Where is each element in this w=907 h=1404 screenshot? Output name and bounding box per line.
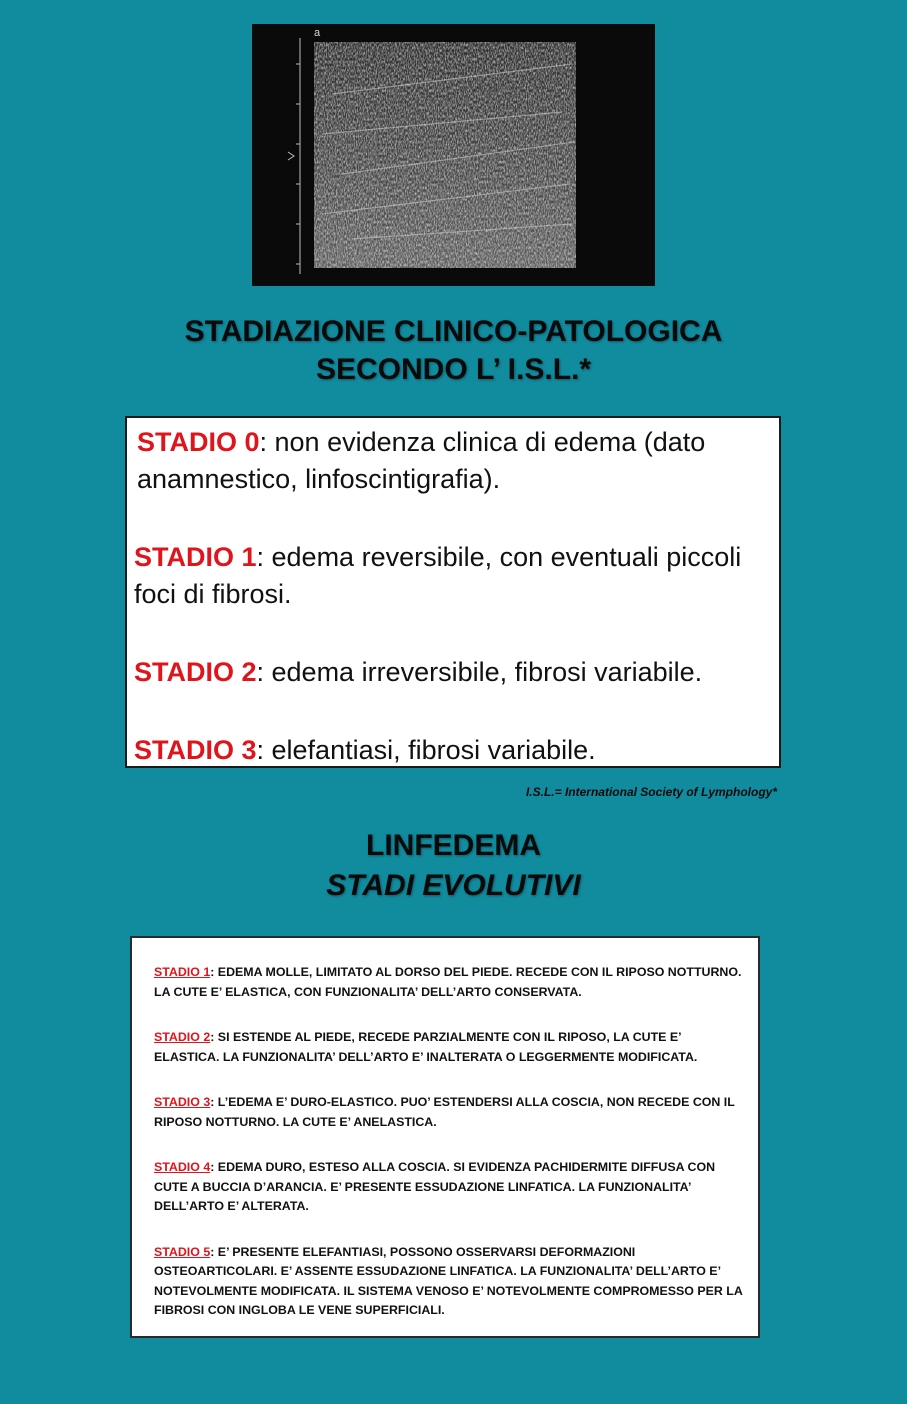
isl-stage-label: STADIO 2 bbox=[134, 657, 257, 687]
evolution-stage-label: STADIO 4 bbox=[154, 1160, 211, 1174]
evolution-stages-box bbox=[130, 936, 760, 1338]
isl-stage-label: STADIO 3 bbox=[134, 735, 257, 765]
evolution-stage-3 bbox=[154, 1093, 744, 1132]
isl-stage-text: : edema reversibile, con eventuali piccoli foci di fibrosi. bbox=[134, 542, 742, 609]
evolution-stage-text: : E’ PRESENTE ELEFANTIASI, POSSONO OSSERVARSI DEFORMAZIONI OSTEOARTICOLARI. E’ ASSENTE ESSUDAZIONE LINFATICA. LA FUNZIONALITA’ DELL’ARTO E’ NOTEVOLMENTE MODIFICATA. IL SISTEMA VENOSO E’ NOTEVOLMENTE COMPROMESSO PER LA FIBROSI CON INGLOBA LE VENE SUPERFICIALI. bbox=[154, 1244, 743, 1317]
isl-stage-1 bbox=[134, 539, 771, 613]
isl-stage-0 bbox=[137, 424, 771, 498]
svg-text:a: a bbox=[314, 27, 321, 39]
isl-stage-2 bbox=[134, 654, 771, 691]
ultrasound-scan-icon bbox=[252, 24, 655, 286]
isl-stage-text: : edema irreversibile, fibrosi variabile. bbox=[256, 657, 703, 687]
isl-title bbox=[0, 313, 907, 389]
evolution-stage-2 bbox=[154, 1028, 744, 1067]
evolution-stage-label: STADIO 5 bbox=[154, 1244, 211, 1259]
evolution-stage-text: : SI ESTENDE AL PIEDE, RECEDE PARZIALMENTE CON IL RIPOSO, LA CUTE E’ ELASTICA. LA FUNZIONALITA’ DELL’ARTO E’ INALTERATA O LEGGERMENTE MODIFICATA. bbox=[154, 1030, 698, 1064]
evolution-title-line1: LINFEDEMA bbox=[366, 829, 541, 862]
isl-stage-text: : non evidenza clinica di edema (dato anamnestico, linfoscintigrafia). bbox=[137, 427, 706, 494]
evolution-title-line2: STADI EVOLUTIVI bbox=[326, 869, 581, 902]
evolution-stage-label: STADIO 1 bbox=[154, 965, 211, 979]
isl-footnote: I.S.L.= International Society of Lymphology* bbox=[525, 785, 777, 799]
isl-stage-label: STADIO 0 bbox=[137, 427, 260, 457]
evolution-title bbox=[0, 826, 907, 906]
evolution-stage-label: STADIO 2 bbox=[154, 1030, 211, 1044]
isl-stage-label: STADIO 1 bbox=[134, 542, 257, 572]
isl-title-line1: STADIAZIONE CLINICO-PATOLOGICA bbox=[184, 315, 723, 348]
isl-stages-box bbox=[125, 416, 781, 768]
evolution-stage-text: : EDEMA MOLLE, LIMITATO AL DORSO DEL PIEDE. RECEDE CON IL RIPOSO NOTTURNO. LA CUTE E’ ELASTICA, CON FUNZIONALITA’ DELL’ARTO CONSERVATA. bbox=[154, 965, 742, 999]
evolution-stage-1 bbox=[154, 963, 744, 1002]
evolution-stage-label: STADIO 3 bbox=[154, 1095, 211, 1109]
evolution-stage-text: : L’EDEMA E’ DURO-ELASTICO. PUO’ ESTENDERSI ALLA COSCIA, NON RECEDE CON IL RIPOSO NOTTURNO. LA CUTE E’ ANELASTICA. bbox=[154, 1095, 735, 1129]
evolution-stage-4 bbox=[154, 1158, 744, 1217]
evolution-stage-5 bbox=[154, 1243, 744, 1321]
isl-title-line2: SECONDO L’ I.S.L.* bbox=[315, 353, 592, 386]
isl-stage-text: : elefantiasi, fibrosi variabile. bbox=[256, 735, 596, 765]
isl-stage-3 bbox=[134, 732, 771, 769]
ultrasound-image bbox=[252, 24, 655, 286]
evolution-stage-text: : EDEMA DURO, ESTESO ALLA COSCIA. SI EVIDENZA PACHIDERMITE DIFFUSA CON CUTE A BUCCIA D’ARANCIA. E’ PRESENTE ESSUDAZIONE LINFATICA. LA FUNZIONALITA’ DELL’ARTO E’ ALTERATA. bbox=[154, 1160, 716, 1213]
